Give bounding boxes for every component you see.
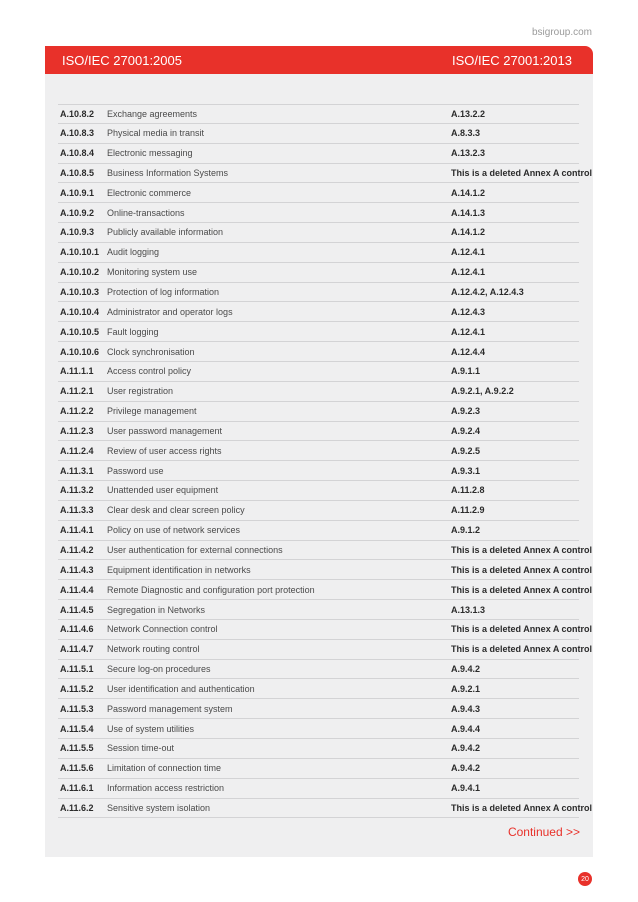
control-description: Online-transactions — [107, 207, 185, 218]
table-row — [58, 521, 579, 541]
control-description: Password use — [107, 465, 164, 476]
control-id-2013: A.14.1.3 — [451, 207, 486, 218]
table-row — [58, 104, 579, 124]
control-id-2013: A.9.3.1 — [451, 465, 481, 476]
control-id-2013: A.12.4.2, A.12.4.3 — [451, 287, 524, 298]
control-id-2005: A.11.5.5 — [60, 743, 94, 754]
control-description: Administrator and operator logs — [107, 306, 233, 317]
control-id-2013: A.9.1.1 — [451, 366, 481, 377]
control-id-2013: This is a deleted Annex A control — [451, 564, 593, 575]
table-row — [58, 541, 593, 561]
table-row — [58, 600, 579, 620]
control-description: Session time-out — [107, 743, 175, 754]
control-description: Publicly available information — [107, 227, 224, 238]
table-header-bar — [45, 46, 593, 74]
control-description: Protection of log information — [107, 287, 220, 298]
control-description: Fault logging — [107, 326, 159, 337]
control-id-2013: This is a deleted Annex A control — [451, 624, 593, 635]
table-row — [58, 144, 579, 164]
control-id-2005: A.11.4.3 — [60, 564, 94, 575]
control-id-2013: This is a deleted Annex A control — [451, 544, 593, 555]
control-id-2005: A.10.10.6 — [60, 346, 100, 357]
control-id-2005: A.10.9.2 — [60, 207, 95, 218]
control-id-2005: A.10.8.2 — [60, 108, 95, 119]
control-description: User identification and authentication — [107, 683, 255, 694]
control-description: Clear desk and clear screen policy — [107, 505, 245, 516]
control-id-2013: A.9.2.1 — [451, 683, 481, 694]
table-row — [58, 620, 593, 640]
table-row — [58, 402, 579, 422]
table-row — [58, 779, 579, 799]
table-row — [58, 283, 579, 303]
table-row — [58, 660, 579, 680]
table-row — [58, 580, 593, 600]
control-description: Sensitive system isolation — [107, 802, 211, 813]
control-id-2005: A.10.8.4 — [60, 148, 95, 159]
table-row — [58, 441, 579, 461]
control-description: Physical media in transit — [107, 128, 205, 139]
table-row — [58, 422, 579, 442]
control-id-2013: A.14.1.2 — [451, 227, 486, 238]
table-row — [58, 461, 579, 481]
control-id-2013: A.12.4.1 — [451, 247, 486, 258]
control-id-2005: A.11.2.3 — [60, 425, 94, 436]
control-description: Network Connection control — [107, 624, 218, 635]
control-id-2005: A.11.2.4 — [60, 445, 94, 456]
control-id-2013: A.12.4.1 — [451, 326, 486, 337]
control-id-2013: A.9.4.2 — [451, 763, 481, 774]
control-id-2013: This is a deleted Annex A control — [451, 802, 593, 813]
control-id-2013: A.9.2.1, A.9.2.2 — [451, 386, 514, 397]
control-description: User authentication for external connections — [107, 544, 283, 555]
control-id-2005: A.11.3.2 — [60, 485, 94, 496]
control-description: Network routing control — [107, 644, 200, 655]
control-id-2005: A.11.5.4 — [60, 723, 94, 734]
control-description: Password management system — [107, 703, 233, 714]
control-description: Electronic commerce — [107, 187, 192, 198]
control-id-2013: A.9.1.2 — [451, 525, 481, 536]
control-id-2005: A.11.4.1 — [60, 525, 94, 536]
control-description: Unattended user equipment — [107, 485, 219, 496]
page-number: 20 — [578, 872, 592, 886]
control-description: Use of system utilities — [107, 723, 195, 734]
control-id-2013: This is a deleted Annex A control — [451, 167, 593, 178]
control-id-2005: A.11.4.4 — [60, 584, 94, 595]
control-id-2005: A.10.10.4 — [60, 306, 100, 317]
table-row — [58, 263, 579, 283]
control-description: Limitation of connection time — [107, 763, 222, 774]
table-row — [58, 362, 579, 382]
control-id-2013: A.12.4.4 — [451, 346, 486, 357]
control-id-2005: A.11.5.1 — [60, 664, 94, 675]
continued-link[interactable]: Continued >> — [507, 825, 580, 839]
control-id-2013: A.8.3.3 — [451, 128, 481, 139]
control-description: Secure log-on procedures — [107, 664, 211, 675]
control-id-2013: A.9.4.2 — [451, 743, 481, 754]
control-id-2005: A.11.3.3 — [60, 505, 94, 516]
control-id-2013: A.9.2.3 — [451, 406, 481, 417]
table-row — [58, 501, 579, 521]
control-id-2005: A.10.8.3 — [60, 128, 95, 139]
control-id-2005: A.11.1.1 — [60, 366, 94, 377]
control-id-2005: A.11.6.2 — [60, 802, 94, 813]
table-row — [58, 223, 579, 243]
control-description: Business Information Systems — [107, 167, 229, 178]
control-description: Exchange agreements — [107, 108, 198, 119]
control-description: Access control policy — [107, 366, 192, 377]
control-description: Equipment identification in networks — [107, 564, 251, 575]
control-description: Review of user access rights — [107, 445, 222, 456]
mapping-table — [58, 104, 593, 818]
control-id-2013: A.13.2.3 — [451, 148, 486, 159]
table-row — [58, 739, 579, 759]
control-id-2013: A.9.4.1 — [451, 783, 481, 794]
table-row — [58, 124, 579, 144]
control-id-2005: A.11.3.1 — [60, 465, 94, 476]
table-row — [58, 719, 579, 739]
site-url[interactable]: bsigroup.com — [531, 27, 592, 38]
control-id-2013: A.9.2.4 — [451, 425, 481, 436]
control-id-2013: A.12.4.3 — [451, 306, 486, 317]
control-id-2005: A.11.4.5 — [60, 604, 94, 615]
control-id-2013: A.11.2.9 — [451, 505, 485, 516]
control-description: User registration — [107, 386, 174, 397]
control-id-2005: A.11.4.7 — [60, 644, 94, 655]
control-id-2013: A.13.2.2 — [451, 108, 486, 119]
control-description: Privilege management — [107, 406, 197, 417]
control-id-2013: A.14.1.2 — [451, 187, 486, 198]
mapping-table-panel — [45, 74, 593, 857]
control-id-2005: A.11.4.2 — [60, 544, 94, 555]
control-id-2005: A.10.10.2 — [60, 267, 100, 278]
table-row — [58, 560, 593, 580]
table-row — [58, 302, 579, 322]
table-row — [58, 799, 593, 819]
control-id-2005: A.11.5.3 — [60, 703, 94, 714]
table-row — [58, 759, 579, 779]
control-description: Electronic messaging — [107, 148, 193, 159]
control-id-2013: This is a deleted Annex A control — [451, 644, 593, 655]
control-id-2005: A.11.5.6 — [60, 763, 94, 774]
table-row — [58, 679, 579, 699]
control-id-2005: A.10.9.3 — [60, 227, 95, 238]
control-id-2005: A.10.10.3 — [60, 287, 100, 298]
table-row — [58, 481, 579, 501]
control-id-2013: A.12.4.1 — [451, 267, 486, 278]
table-row — [58, 342, 579, 362]
header-old-standard: ISO/IEC 27001:2005 — [62, 52, 182, 68]
control-id-2013: A.9.4.4 — [451, 723, 481, 734]
control-id-2013: A.9.4.2 — [451, 664, 481, 675]
control-description: Information access restriction — [107, 783, 225, 794]
control-id-2013: A.11.2.8 — [451, 485, 485, 496]
header-new-standard: ISO/IEC 27001:2013 — [452, 52, 572, 68]
control-id-2013: A.9.2.5 — [451, 445, 481, 456]
control-id-2005: A.11.6.1 — [60, 783, 94, 794]
control-id-2005: A.11.2.1 — [60, 386, 94, 397]
table-row — [58, 382, 579, 402]
table-row — [58, 640, 593, 660]
control-description: User password management — [107, 425, 223, 436]
control-description: Clock synchronisation — [107, 346, 195, 357]
table-row — [58, 699, 579, 719]
control-description: Monitoring system use — [107, 267, 198, 278]
control-description: Audit logging — [107, 247, 160, 258]
control-id-2005: A.10.9.1 — [60, 187, 95, 198]
control-id-2005: A.11.2.2 — [60, 406, 94, 417]
control-id-2013: A.9.4.3 — [451, 703, 481, 714]
table-row — [58, 243, 579, 263]
control-id-2013: This is a deleted Annex A control — [451, 584, 593, 595]
control-id-2005: A.11.5.2 — [60, 683, 94, 694]
control-id-2013: A.13.1.3 — [451, 604, 486, 615]
table-row — [58, 164, 593, 184]
control-id-2005: A.10.8.5 — [60, 167, 95, 178]
control-id-2005: A.10.10.5 — [60, 326, 100, 337]
table-row — [58, 183, 579, 203]
control-description: Policy on use of network services — [107, 525, 241, 536]
control-id-2005: A.11.4.6 — [60, 624, 94, 635]
control-description: Remote Diagnostic and configuration port protection — [107, 584, 315, 595]
control-id-2005: A.10.10.1 — [60, 247, 100, 258]
table-row — [58, 322, 579, 342]
control-description: Segregation in Networks — [107, 604, 206, 615]
table-row — [58, 203, 579, 223]
